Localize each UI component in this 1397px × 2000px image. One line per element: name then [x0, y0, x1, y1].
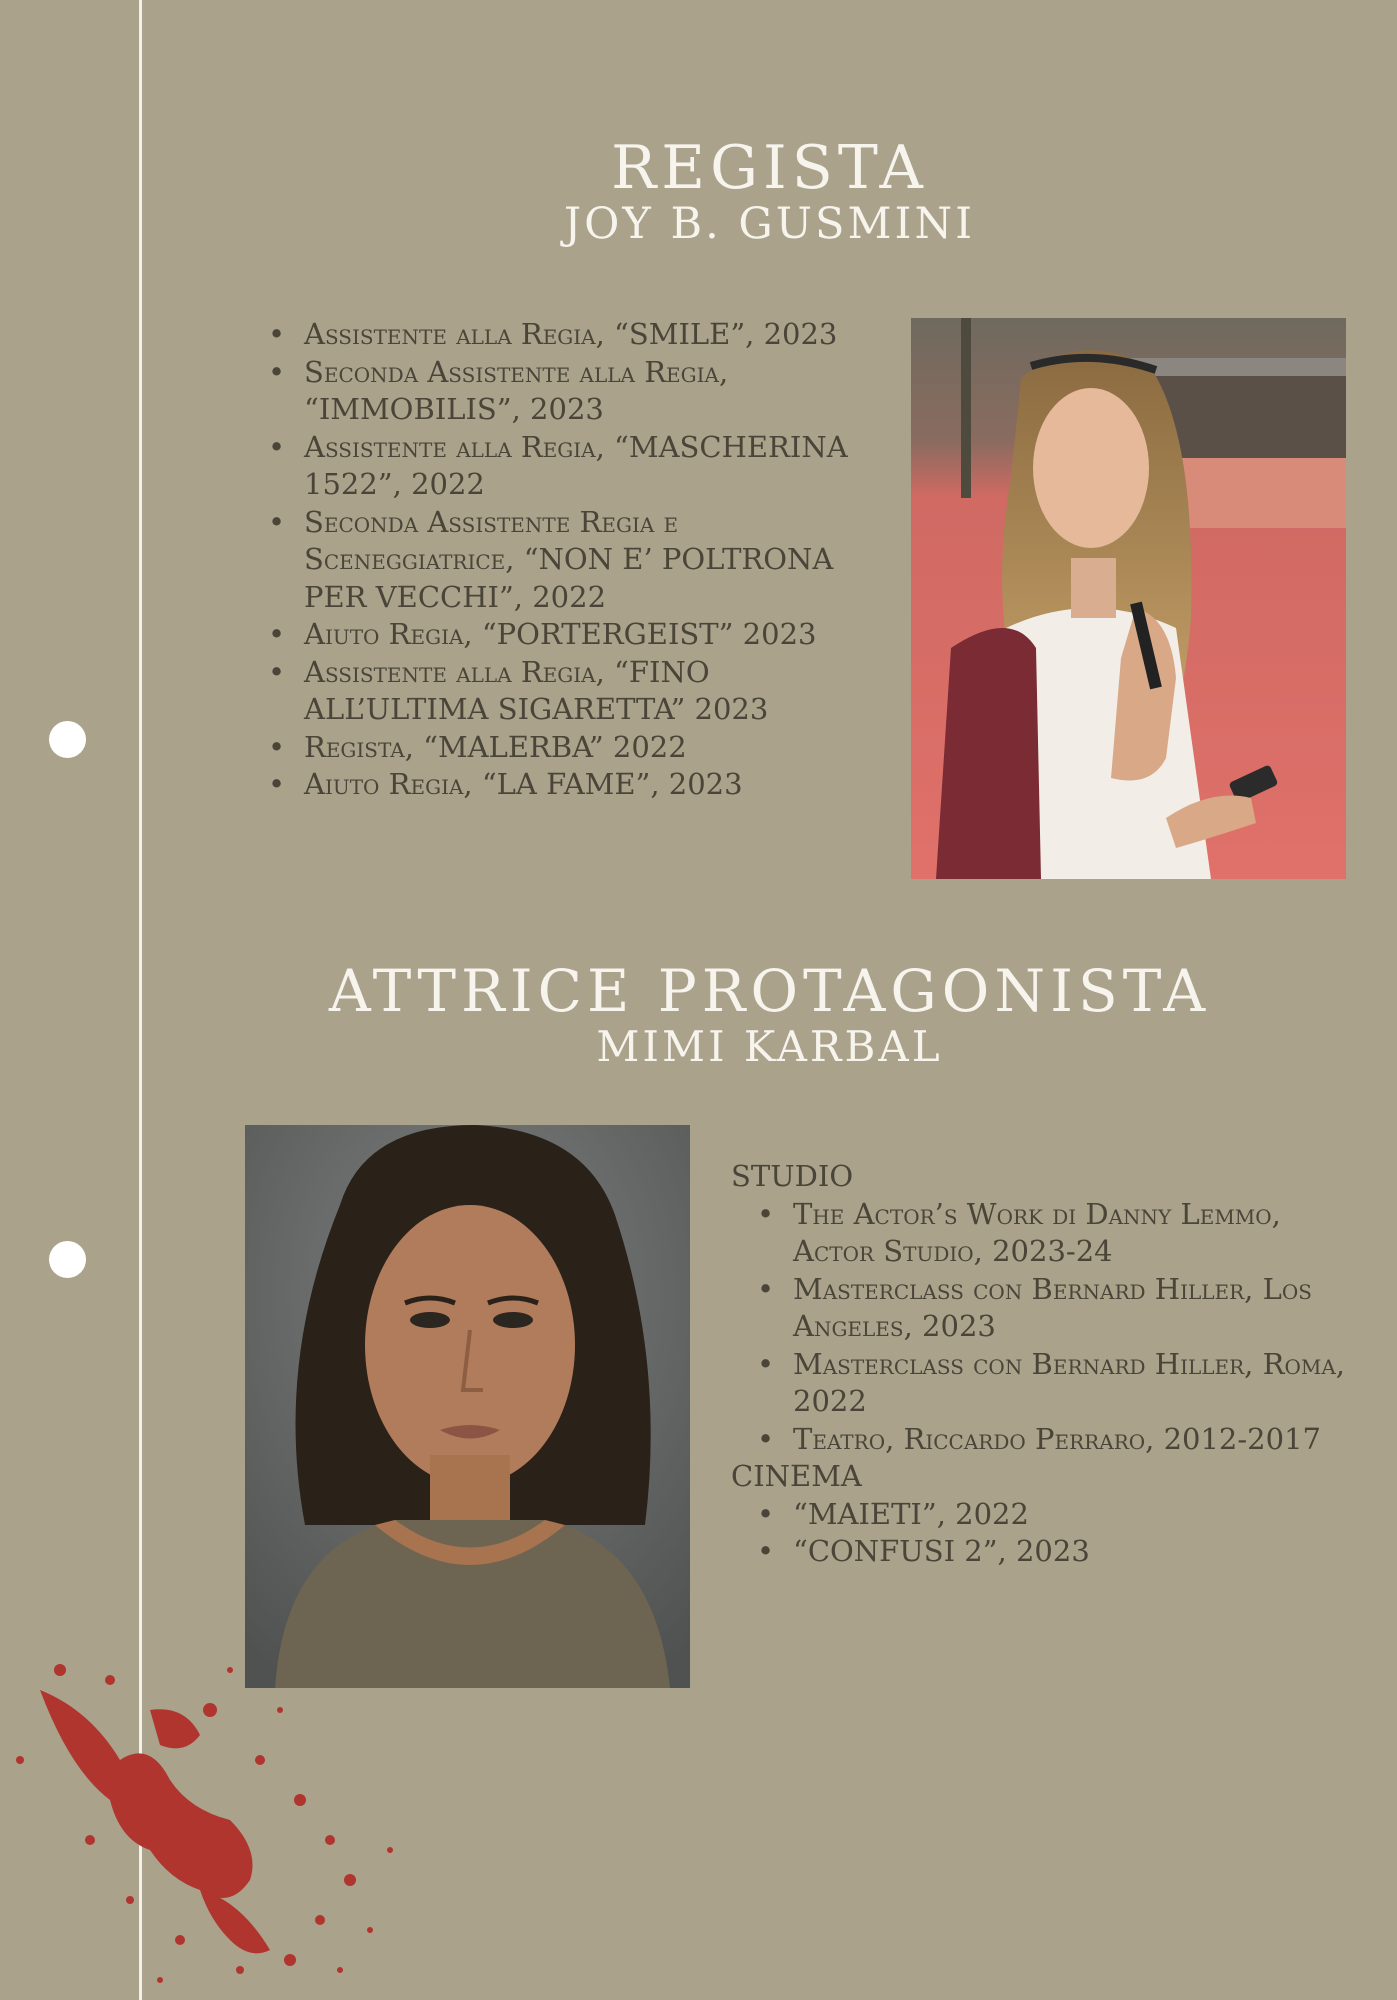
list-item: • Masterclass con Bernard Hiller, Los Angeles, 2023	[751, 1271, 1371, 1346]
studio-list	[751, 1196, 1371, 1459]
punch-hole-lower	[49, 1241, 86, 1278]
actress-photo	[245, 1125, 690, 1688]
punch-hole-upper	[49, 721, 86, 758]
director-photo	[911, 318, 1346, 879]
list-item: • Masterclass con Bernard Hiller, Roma, 2022	[751, 1346, 1371, 1421]
actress-name: MIMI KARBAL	[596, 1021, 943, 1071]
actress-heading	[142, 957, 1397, 1071]
list-item: • Assistente alla Regia, “SMILE”, 2023	[262, 316, 877, 354]
list-item: • Regista, “MALERBA” 2022	[262, 729, 877, 767]
list-item: • Aiuto Regia, “LA FAME”, 2023	[262, 766, 877, 804]
list-item: • The Actor’s Work di Danny Lemmo, Actor Studio, 2023-24	[751, 1196, 1371, 1271]
director-role-title: REGISTA	[611, 133, 928, 203]
actress-credits	[731, 1158, 1371, 1571]
list-item: • Seconda Assistente alla Regia, “IMMOBILIS”, 2023	[262, 354, 877, 429]
list-item: • Assistente alla Regia, “MASCHERINA 1522”, 2022	[262, 429, 877, 504]
list-item: • Seconda Assistente Regia e Sceneggiatrice, “NON E’ POLTRONA PER VECCHI”, 2022	[262, 504, 877, 617]
director-heading	[142, 135, 1397, 248]
director-credits-list	[262, 316, 877, 804]
cinema-label: CINEMA	[731, 1459, 862, 1493]
studio-label: STUDIO	[731, 1159, 854, 1193]
list-item: • Aiuto Regia, “PORTERGEIST” 2023	[262, 616, 877, 654]
blood-splatter-decoration	[0, 1650, 420, 2000]
cinema-list	[751, 1496, 1371, 1571]
actress-role-title: ATTRICE PROTAGONISTA	[328, 957, 1211, 1025]
actress-photo-illustration	[245, 1125, 690, 1688]
list-item: • “MAIETI”, 2022	[751, 1496, 1371, 1534]
list-item: • Assistente alla Regia, “FINO ALL’ULTIMA SIGARETTA” 2023	[262, 654, 877, 729]
director-photo-illustration	[911, 318, 1346, 879]
list-item: • Teatro, Riccardo Perraro, 2012-2017	[751, 1421, 1371, 1459]
list-item: • “CONFUSI 2”, 2023	[751, 1533, 1371, 1571]
director-name: JOY B. GUSMINI	[563, 199, 976, 249]
